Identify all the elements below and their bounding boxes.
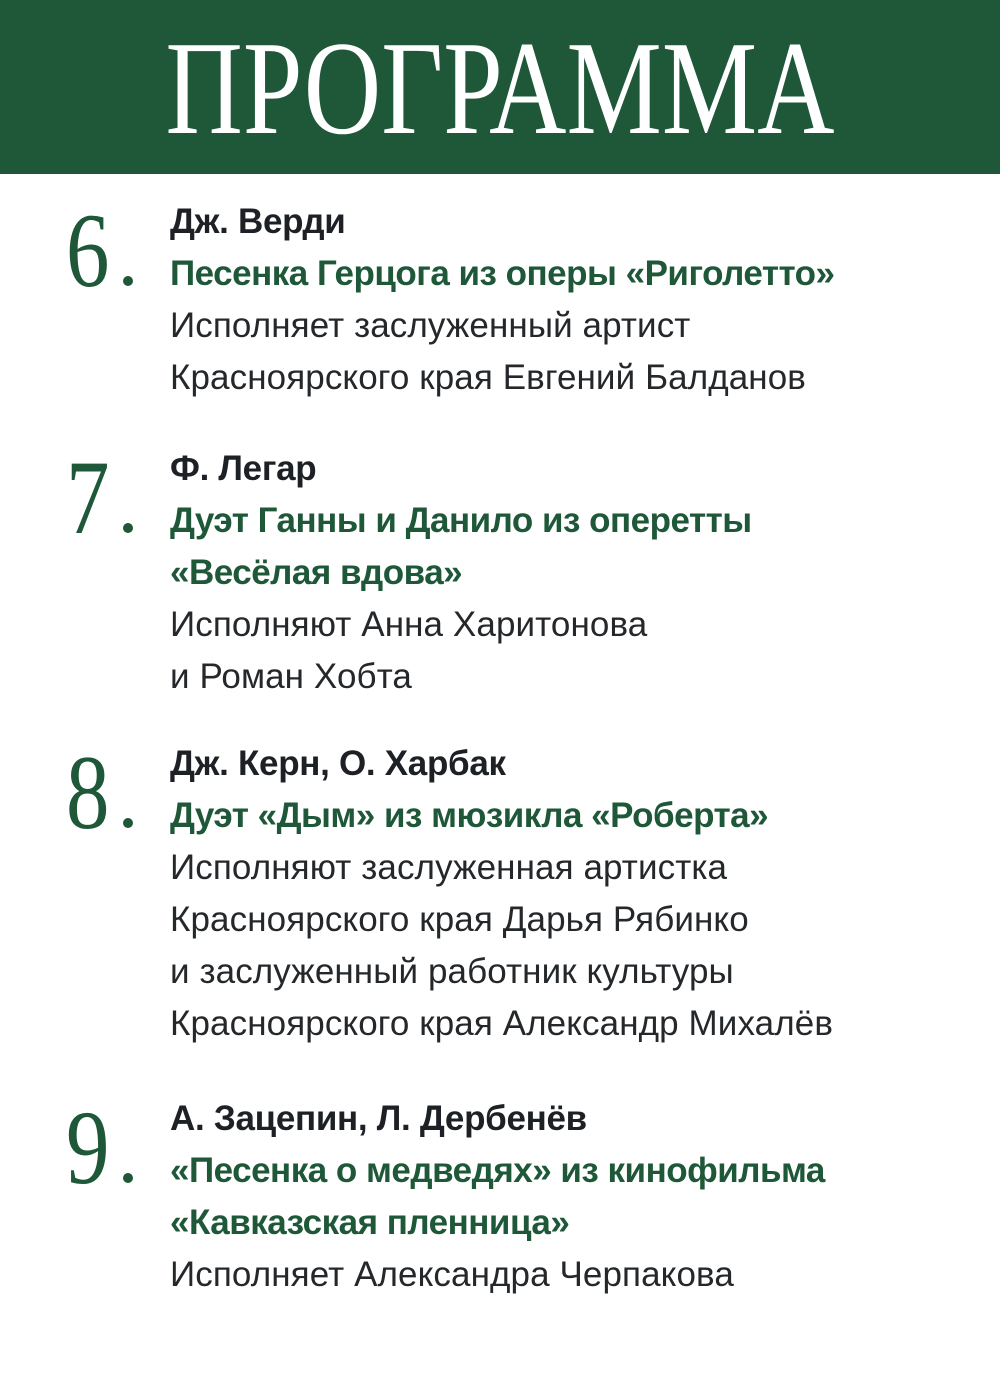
performer-line: Красноярского края Александр Михалёв [170,1004,834,1043]
item-number: 8 [66,734,110,851]
composer-name: Дж. Керн, О. Харбак [170,744,506,783]
work-title-line: «Кавказская пленница» [170,1203,570,1242]
number-dot [123,276,133,286]
work-title-line: Дуэт Ганны и Данило из оперетты [170,501,752,540]
item-text [170,1093,988,1301]
item-number: 6 [66,192,110,309]
performer-line: Исполняют заслуженная артистка [170,848,728,887]
page-title: ПРОГРАММА [165,14,835,162]
number-dot [123,1173,133,1183]
work-title-line: «Весёлая вдова» [170,553,463,592]
item-text [170,196,988,404]
performer-line: Исполняет Александра Черпакова [170,1255,734,1294]
number-dot [123,818,133,828]
item-text [170,738,988,1050]
performer-line: Красноярского края Дарья Рябинко [170,900,749,939]
work-title-line: «Песенка о медведях» из кинофильма [170,1151,825,1190]
work-title-line: Дуэт «Дым» из мюзикла «Роберта» [170,796,769,835]
work-title-line: Песенка Герцога из оперы «Риголетто» [170,254,835,293]
performer-line: и Роман Хобта [170,657,412,696]
performer-line: Исполняет заслуженный артист [170,306,691,345]
composer-name: Дж. Верди [170,202,346,241]
item-number: 7 [66,439,110,556]
number-dot [123,523,133,533]
page-header [0,0,1000,174]
composer-name: А. Зацепин, Л. Дербенёв [170,1099,587,1138]
composer-name: Ф. Легар [170,449,317,488]
item-number: 9 [66,1089,110,1206]
performer-line: и заслуженный работник культуры [170,952,734,991]
performer-line: Исполняют Анна Харитонова [170,605,648,644]
item-text [170,443,988,703]
performer-line: Красноярского края Евгений Балданов [170,358,806,397]
